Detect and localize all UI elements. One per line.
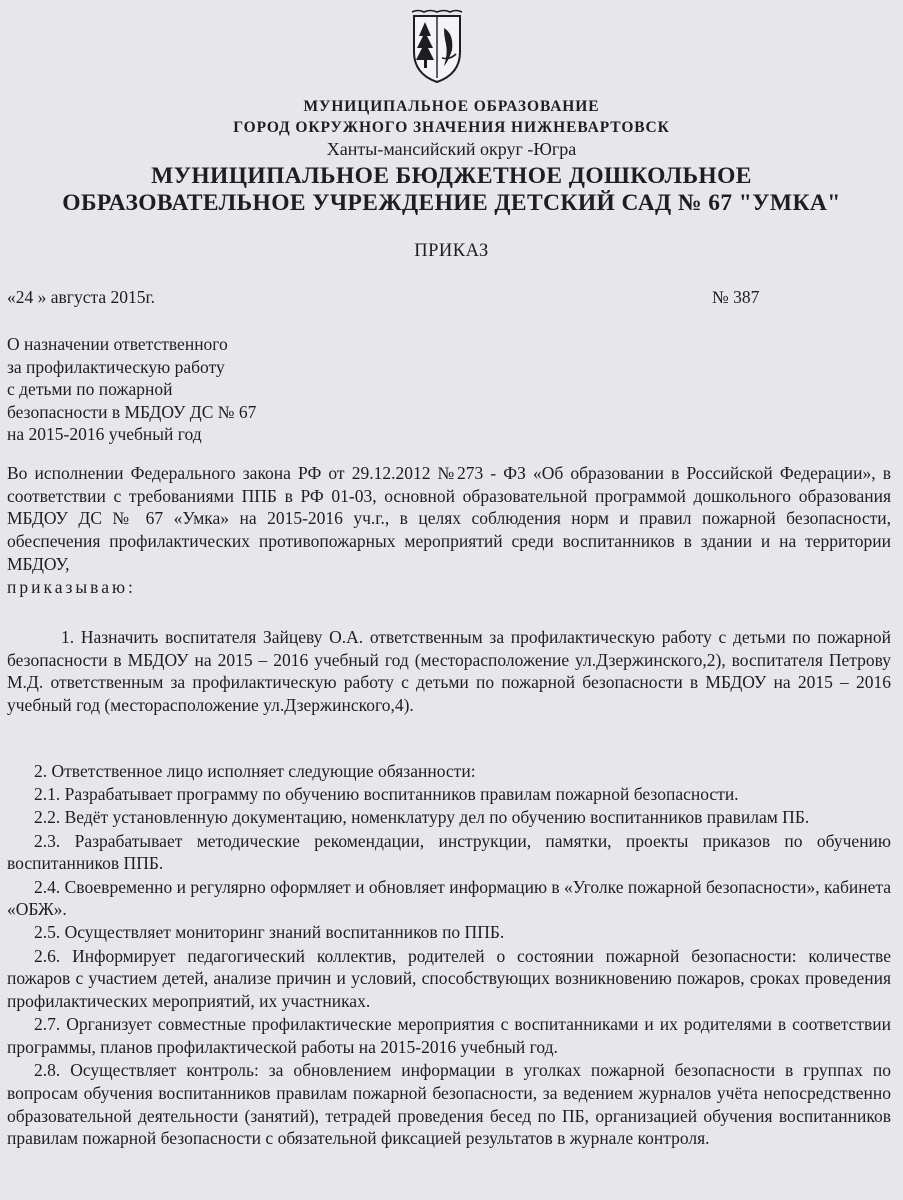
subject-line: с детьми по пожарной: [7, 379, 173, 399]
municipality-title: МУНИЦИПАЛЬНОЕ ОБРАЗОВАНИЕ: [303, 98, 600, 115]
subject-line: за профилактическую работу: [7, 357, 225, 377]
order-word: приказываю:: [7, 576, 136, 597]
item-2: [7, 760, 891, 1150]
institution-title-line2: ОБРАЗОВАТЕЛЬНОЕ УЧРЕЖДЕНИЕ ДЕТСКИЙ САД № 67 "УМКА": [62, 190, 841, 216]
preamble-text: Во исполнении Федерального закона РФ от 29.12.2012 №273 - ФЗ «Об образовании в Российской Федерации», в соответствии с требованиями ППБ в РФ 01-03, основной образовательной программой дошкольного образования МБДОУ ДС № 67 «Умка» на 2015-2016 уч.г., в целях соблюдения норм и правил пожарной безопасности, обеспечения профилактических противопожарных мероприятий среди воспитанников в здании и на территории МБДОУ,: [7, 463, 891, 574]
item-1: [7, 626, 891, 717]
duty-item: 2.5. Осуществляет мониторинг знаний воспитанников по ППБ.: [34, 922, 505, 943]
duty-item: 2.2. Ведёт установленную документацию, номенклатуру дел по обучению воспитанников правилам ПБ.: [34, 807, 810, 828]
document-type: ПРИКАЗ: [414, 241, 489, 261]
order-number: № 387: [712, 287, 760, 307]
duty-item: 2.1. Разрабатывает программу по обучению воспитанников правилам пожарной безопасности.: [34, 784, 739, 805]
subject-line: О назначении ответственного: [7, 334, 228, 354]
region-line: Ханты-мансийский округ -Югра: [326, 139, 577, 159]
preamble-block: [7, 462, 891, 598]
duty-item: 2.3. Разрабатывает методические рекомендации, инструкции, памятки, проекты приказов по обучению воспитанников ППБ.: [7, 830, 891, 874]
duty-item: 2.4. Своевременно и регулярно оформляет и обновляет информацию в «Уголке пожарной безопасности», кабинета «ОБЖ».: [7, 876, 891, 920]
coat-of-arms-icon: [408, 8, 466, 84]
order-date: «24 » августа 2015г.: [7, 287, 156, 307]
subject-line: на 2015-2016 учебный год: [7, 424, 202, 444]
duty-item: 2.6. Информирует педагогический коллектив, родителей о состоянии пожарной безопасности: количестве пожаров с участием детей, анализе причин и условий, способствующих возникновению пожаров, сроках проведения профилактических мероприятий, их участниках.: [7, 945, 891, 1012]
institution-title-line1: МУНИЦИПАЛЬНОЕ БЮДЖЕТНОЕ ДОШКОЛЬНОЕ: [151, 163, 752, 189]
item-2-intro: 2. Ответственное лицо исполняет следующие обязанности:: [34, 761, 476, 781]
duty-item: 2.8. Осуществляет контроль: за обновлением информации в уголках пожарной безопасности в группах по вопросам обучения воспитанников правилам пожарной безопасности, за ведением журналов учёта непосредственно образовательной деятельности (занятий), тетрадей проведения бесед по ПБ, организацией обучения воспитанников правилам пожарной безопасности с обязательной фиксацией результатов в журнале контроля.: [7, 1060, 891, 1149]
item-1-text: 1. Назначить воспитателя Зайцеву О.А. ответственным за профилактическую работу с детьми по пожарной безопасности в МБДОУ на 2015 – 2016 учебный год (месторасположение ул.Дзержинского,2), воспитателя Петрову М.Д. ответственным за профилактическую работу с детьми по пожарной безопасности в МБДОУ на 2015 – 2016 учебный год (месторасположение ул.Дзержинского,4).: [7, 627, 891, 716]
subject-line: безопасности в МБДОУ ДС № 67: [7, 402, 257, 422]
duty-item: 2.7. Организует совместные профилактические мероприятия с воспитанниками и их родителями в соответствии программы, планов профилактической работы на 2015-2016 учебный год.: [7, 1014, 891, 1057]
bleed-through-shadow: [520, 19, 880, 82]
city-title: ГОРОД ОКРУЖНОГО ЗНАЧЕНИЯ НИЖНЕВАРТОВСК: [233, 119, 670, 136]
